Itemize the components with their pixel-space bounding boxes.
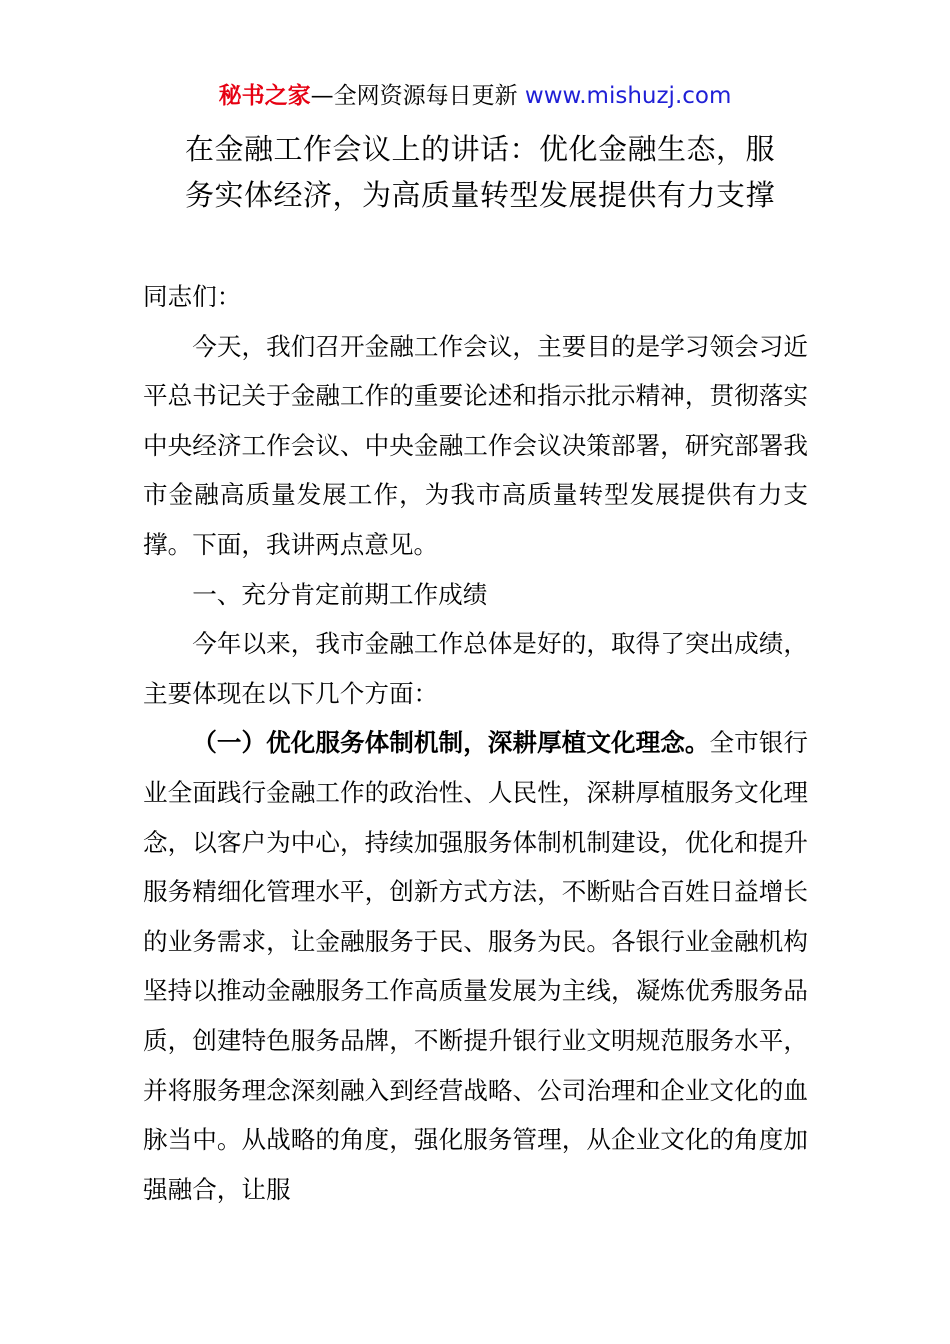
salutation: 同志们： — [143, 282, 242, 311]
brand-name: 秘书之家 — [218, 83, 311, 109]
header-separator: — — [310, 83, 334, 109]
page-header — [0, 80, 950, 112]
subsection-heading: （一）优化服务体制机制，深耕厚植文化理念。 — [192, 728, 710, 758]
header-tagline: 全网资源每日更新 — [333, 83, 525, 109]
title-line-1: 在金融工作会议上的讲话：优化金融生态，服 — [184, 132, 775, 166]
document-title — [150, 126, 810, 218]
header-site-link[interactable]: www.mishuzj.com — [524, 83, 732, 109]
title-line-2: 务实体经济，为高质量转型发展提供有力支撑 — [184, 178, 775, 212]
paragraph-overview: 今年以来，我市金融工作总体是好的，取得了突出成绩，主要体现在以下几个方面： — [143, 629, 808, 708]
document-body — [143, 272, 808, 1214]
paragraph-intro: 今天，我们召开金融工作会议，主要目的是学习领会习近平总书记关于金融工作的重要论述和指示批示精神，贯彻落实中央经济工作会议、中央金融工作会议决策部署，研究部署我市金融高质量发展工作，为我市高质量转型发展提供有力支撑。下面，我讲两点意见。 — [143, 331, 808, 559]
section-heading: 一、充分肯定前期工作成绩 — [192, 579, 488, 609]
paragraph-subsection-1 — [143, 718, 808, 1214]
subsection-text: 全市银行业全面践行金融工作的政治性、人民性，深耕厚植服务文化理念，以客户为中心，持续加强服务体制机制建设，优化和提升服务精细化管理水平，创新方式方法，不断贴合百姓日益增长的业务需求，让金融服务于民、服务为民。各银行业金融机构坚持以推动金融服务工作高质量发展为主线，凝炼优秀服务品质，创建特色服务品牌，不断提升银行业文明规范服务水平，并将服务理念深刻融入到经营战略、公司治理和企业文化的血脉当中。从战略的角度，强化服务管理，从企业文化的角度加强融合，让服 — [143, 728, 808, 1204]
